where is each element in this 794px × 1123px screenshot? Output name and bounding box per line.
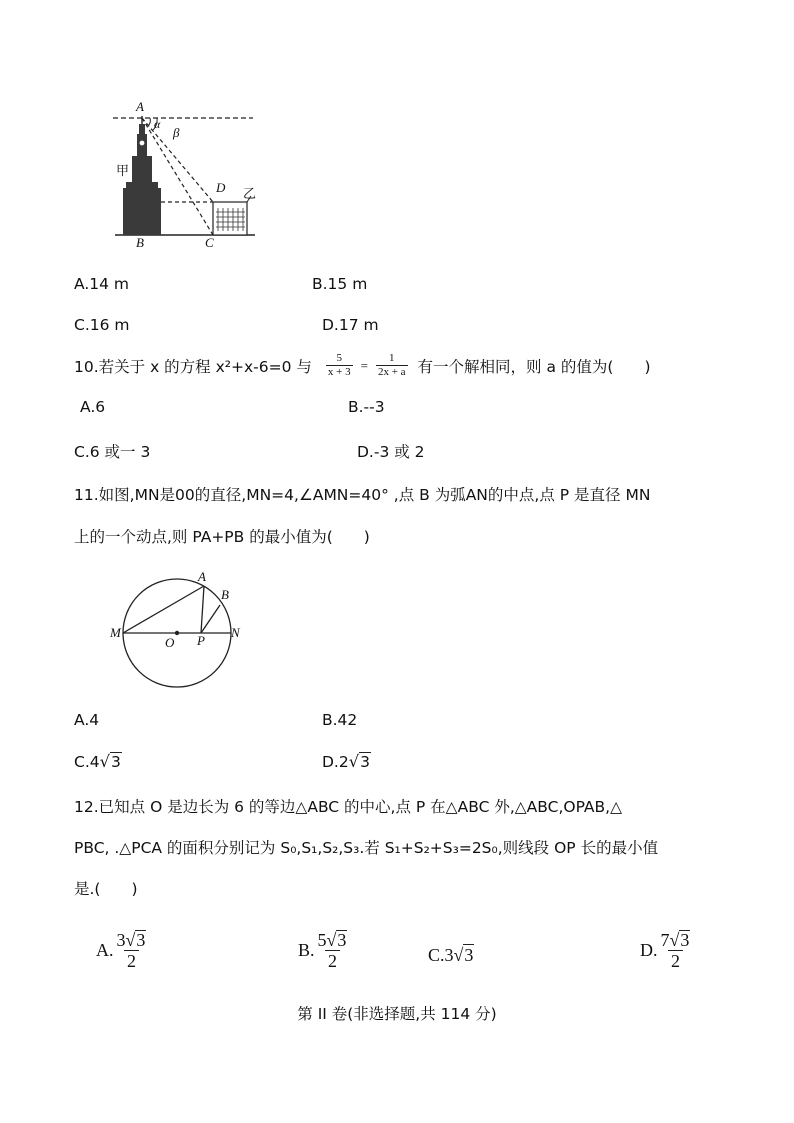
- q9-option-c[interactable]: C.16 m: [74, 316, 130, 334]
- circle-label-O: O: [165, 635, 175, 650]
- q12-option-c[interactable]: [428, 944, 474, 966]
- sqrt-sign-icon: √: [453, 945, 464, 965]
- q10-frac2-num: 1: [389, 352, 395, 365]
- q11-option-c-prefix: C.4: [74, 753, 100, 771]
- q12-option-b-coef: 5: [317, 930, 327, 950]
- figure-label-B: B: [136, 235, 144, 250]
- figure-label-alpha: α: [154, 117, 161, 131]
- q10-stem: [74, 346, 651, 386]
- q10-stem-after: 有一个解相同，则 a 的值为( ): [417, 358, 651, 376]
- q12-option-d[interactable]: [640, 930, 693, 971]
- q12-option-d-radicand: 3: [680, 930, 690, 950]
- q12-option-c-radicand: 3: [464, 945, 474, 965]
- q11-stem-line1: 11.如图,MN是00的直径,MN=4,∠AMN=40° ,点 B 为弧AN的中点,点 P 是直径 MN: [74, 486, 651, 504]
- q12-option-d-den: 2: [668, 950, 683, 971]
- tower-figure: [105, 96, 275, 254]
- sqrt-sign-icon: √: [99, 752, 110, 771]
- sqrt-sign-icon: √: [348, 752, 360, 771]
- q12-option-c-prefix: C.: [428, 945, 445, 965]
- q12-option-a-fraction: [114, 930, 150, 971]
- q10-frac1-num: 5: [336, 352, 342, 365]
- figure-label-A: A: [136, 99, 144, 114]
- circle-figure: [110, 570, 250, 692]
- q12-option-d-fraction: [658, 930, 694, 971]
- q12-option-b-fraction: [315, 930, 351, 971]
- q12-option-a[interactable]: [96, 930, 149, 971]
- q12-stem-line2: PBC, .△PCA 的面积分别记为 S₀,S₁,S₂,S₃.若 S₁+S₂+S₃=2S₀,则线段 OP 长的最小值: [74, 839, 659, 857]
- q10-frac1-den: x + 3: [327, 366, 351, 378]
- q11-option-b[interactable]: B.42: [322, 711, 358, 729]
- figure-label-beta: β: [173, 125, 180, 140]
- circle-label-M: M: [110, 625, 121, 640]
- q12-option-b-prefix: B.: [298, 939, 315, 960]
- q11-option-a[interactable]: A.4: [74, 711, 100, 729]
- figure-label-yi: 乙: [243, 187, 257, 202]
- q10-option-a[interactable]: A.6: [80, 398, 106, 416]
- q12-stem-line3: 是.( ): [74, 880, 138, 898]
- q12-option-b-radicand: 3: [337, 930, 347, 950]
- q10-option-c[interactable]: C.6 或一 3: [74, 443, 151, 461]
- q10-equals: =: [360, 358, 368, 373]
- q11-option-c-radicand: 3: [111, 753, 121, 771]
- circle-label-B: B: [221, 587, 229, 602]
- q12-option-a-prefix: A.: [96, 939, 114, 960]
- q12-option-b[interactable]: [298, 930, 350, 971]
- q11-option-d-radicand: 3: [360, 753, 370, 771]
- section-title: 第 II 卷(非选择题,共 114 分): [297, 1005, 497, 1023]
- q10-stem-before: 10.若关于 x 的方程 x²+x-6=0 与: [74, 358, 312, 376]
- q12-option-d-prefix: D.: [640, 939, 658, 960]
- figure-label-D: D: [216, 180, 226, 195]
- circle-label-N: N: [231, 625, 240, 640]
- sqrt-sign-icon: √: [669, 930, 680, 950]
- q12-option-a-den: 2: [124, 950, 139, 971]
- figure-label-C: C: [205, 235, 214, 250]
- q10-fraction-right: [376, 353, 408, 378]
- q10-option-b[interactable]: B.--3: [348, 398, 385, 416]
- q9-option-d[interactable]: D.17 m: [322, 316, 379, 334]
- sqrt-sign-icon: √: [125, 930, 136, 950]
- q12-option-a-coef: 3: [116, 930, 126, 950]
- circle-label-A: A: [198, 569, 206, 584]
- q12-option-c-coef: 3: [444, 945, 454, 965]
- q11-option-d-prefix: D.2: [322, 753, 349, 771]
- q11-stem-line2: 上的一个动点,则 PA+PB 的最小值为( ): [74, 528, 370, 546]
- q12-stem-line1: 12.已知点 O 是边长为 6 的等边△ABC 的中心,点 P 在△ABC 外,△ABC,OPAB,△: [74, 798, 623, 816]
- q10-fraction-left: [326, 353, 353, 378]
- sqrt-sign-icon: √: [326, 930, 337, 950]
- q12-option-b-den: 2: [325, 950, 340, 971]
- q12-option-d-coef: 7: [660, 930, 670, 950]
- q12-option-a-radicand: 3: [136, 930, 146, 950]
- q11-option-c[interactable]: [74, 752, 122, 771]
- q11-option-d[interactable]: [322, 752, 371, 771]
- circle-label-P: P: [197, 633, 205, 648]
- q10-frac2-den: 2x + a: [377, 366, 406, 378]
- q10-option-d[interactable]: D.-3 或 2: [357, 443, 425, 461]
- q9-option-b[interactable]: B.15 m: [312, 275, 368, 293]
- q9-option-a[interactable]: A.14 m: [74, 275, 130, 293]
- figure-label-jia: 甲: [116, 164, 130, 179]
